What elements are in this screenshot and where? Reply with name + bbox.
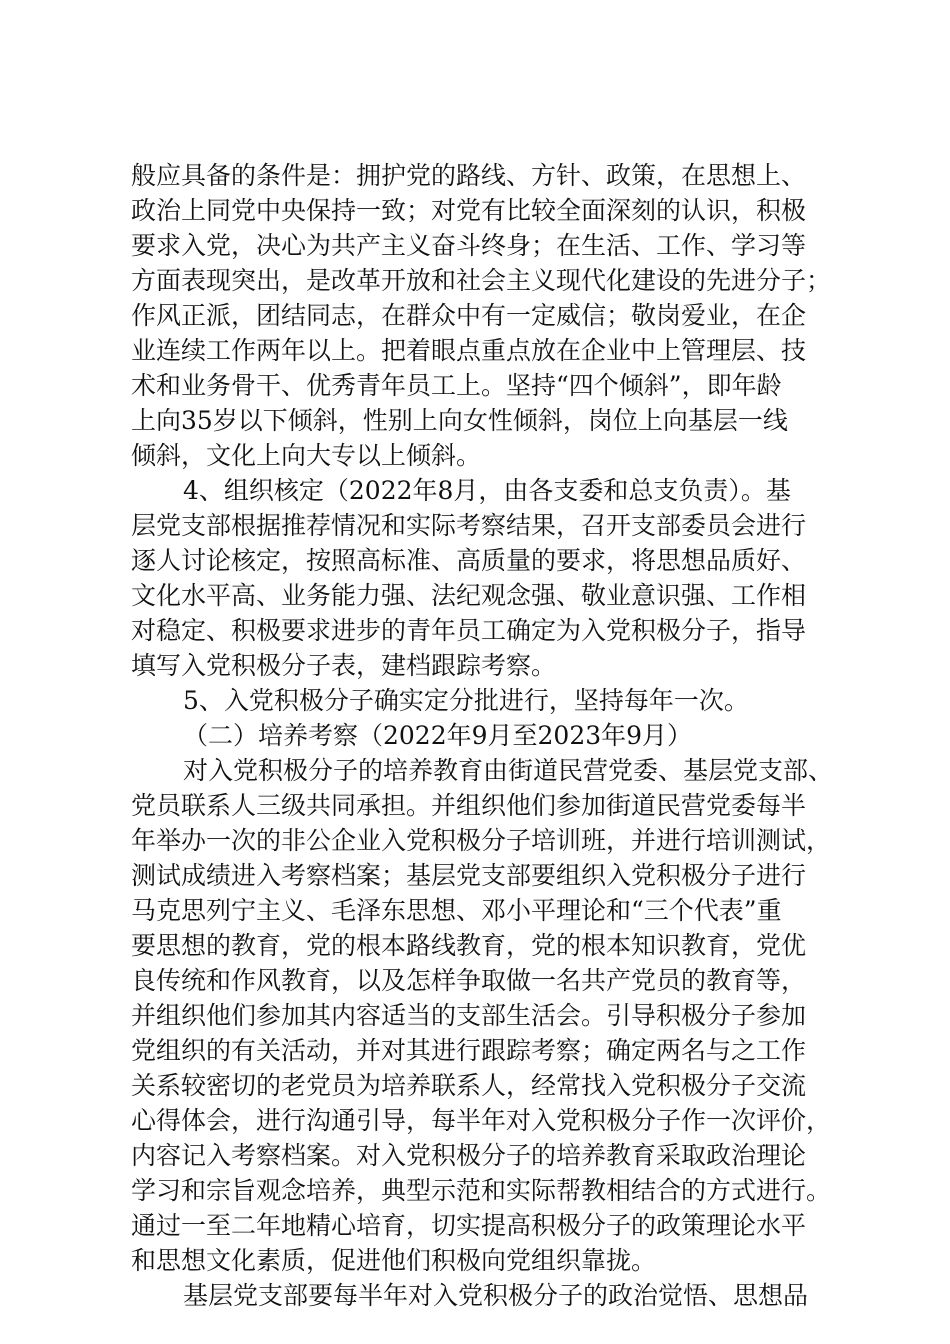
text-line: 心得体会，进行沟通引导，每半年对入党积极分子作一次评价， xyxy=(131,1106,832,1135)
text-line: 方面表现突出，是改革开放和社会主义现代化建设的先进分子； xyxy=(131,266,832,295)
text-line: 般应具备的条件是：拥护党的路线、方针、政策，在思想上、 xyxy=(131,161,807,190)
text-line: 填写入党积极分子表，建档跟踪考察。 xyxy=(131,651,557,680)
text-line: 良传统和作风教育，以及怎样争取做一名共产党员的教育等， xyxy=(131,966,807,995)
text-line: 要求入党，决心为共产主义奋斗终身；在生活、工作、学习等 xyxy=(131,231,807,260)
text-line: 并组织他们参加其内容适当的支部生活会。引导积极分子参加 xyxy=(131,1001,807,1030)
text-line: 4、组织核定（2022年8月，由各支委和总支负责）。基 xyxy=(183,476,791,505)
text-line: 马克思列宁主义、毛泽东思想、邓小平理论和“三个代表”重 xyxy=(131,896,782,925)
text-line: 党员联系人三级共同承担。并组织他们参加街道民营党委每半 xyxy=(131,791,807,820)
text-line: 作风正派，团结同志，在群众中有一定威信；敬岗爱业，在企 xyxy=(131,301,807,330)
text-line: 基层党支部要每半年对入党积极分子的政治觉悟、思想品 xyxy=(183,1281,809,1310)
text-line: 逐人讨论核定，按照高标准、高质量的要求，将思想品质好、 xyxy=(131,546,807,575)
text-line: 测试成绩进入考察档案；基层党支部要组织入党积极分子进行 xyxy=(131,861,807,890)
text-line: 对稳定、积极要求进步的青年员工确定为入党积极分子，指导 xyxy=(131,616,807,645)
document-body xyxy=(131,158,843,1313)
text-line: 5、入党积极分子确实定分批进行，坚持每年一次。 xyxy=(183,686,749,715)
text-line: （二）培养考察（2022年9月至2023年9月） xyxy=(183,721,693,750)
text-line: 术和业务骨干、优秀青年员工上。坚持“四个倾斜”，即年龄 xyxy=(131,371,782,400)
text-line: 倾斜，文化上向大专以上倾斜。 xyxy=(131,441,482,470)
text-line: 通过一至二年地精心培育，切实提高积极分子的政策理论水平 xyxy=(131,1211,807,1240)
text-line: 和思想文化素质，促进他们积极向党组织靠拢。 xyxy=(131,1246,657,1275)
text-line: 政治上同党中央保持一致；对党有比较全面深刻的认识，积极 xyxy=(131,196,807,225)
text-line: 关系较密切的老党员为培养联系人，经常找入党积极分子交流 xyxy=(131,1071,807,1100)
text-line: 对入党积极分子的培养教育由街道民营党委、基层党支部、 xyxy=(183,756,834,785)
text-line: 层党支部根据推荐情况和实际考察结果，召开支部委员会进行 xyxy=(131,511,807,540)
text-line: 内容记入考察档案。对入党积极分子的培养教育采取政治理论 xyxy=(131,1141,807,1170)
text-line: 学习和宗旨观念培养，典型示范和实际帮教相结合的方式进行。 xyxy=(131,1176,832,1205)
text-line: 上向35岁以下倾斜，性别上向女性倾斜，岗位上向基层一线 xyxy=(131,406,788,435)
text-line: 党组织的有关活动，并对其进行跟踪考察；确定两名与之工作 xyxy=(131,1036,807,1065)
text-line: 文化水平高、业务能力强、法纪观念强、敬业意识强、工作相 xyxy=(131,581,807,610)
text-line: 年举办一次的非公企业入党积极分子培训班，并进行培训测试， xyxy=(131,826,832,855)
text-line: 业连续工作两年以上。把着眼点重点放在企业中上管理层、技 xyxy=(131,336,807,365)
text-line: 要思想的教育，党的根本路线教育，党的根本知识教育，党优 xyxy=(131,931,807,960)
